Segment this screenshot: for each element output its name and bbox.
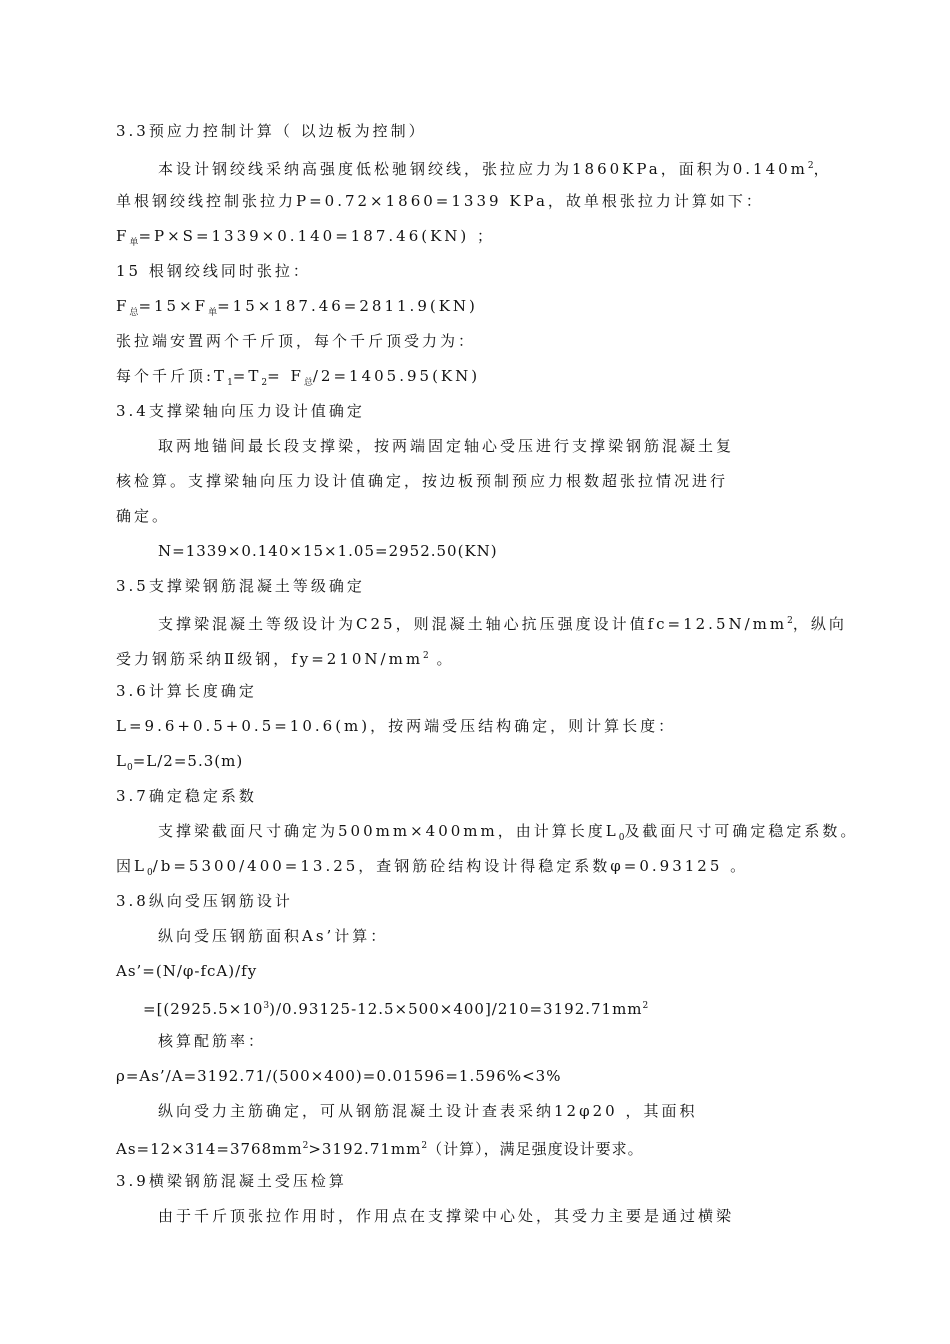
text-segment: >3192.71mm <box>308 1140 422 1158</box>
text-line <box>116 121 427 141</box>
text-segment: 由于千斤顶张拉作用时，作用点在支撑梁中心处，其受力主要是通过横梁 <box>158 1207 735 1225</box>
text-segment: 支撑梁混凝土等级设计为C25，则混凝土轴心抗压强度设计值fc=12.5N/mm <box>158 615 788 633</box>
text-line <box>116 576 365 596</box>
text-segment: 单根钢绞线控制张拉力P=0.72×1860=1339 KPa，故单根张拉力计算如下： <box>116 192 764 210</box>
text-segment: ，纵向 <box>792 615 847 633</box>
text-segment: 3.3预应力控制计算（ 以边板为控制） <box>116 122 427 140</box>
text-segment: N=1339×0.140×15×1.05=2952.50(KN) <box>158 542 498 560</box>
text-line <box>158 436 734 456</box>
subscript: 总 <box>129 308 139 318</box>
superscript: 2 <box>421 1141 428 1151</box>
text-segment: L=9.6+0.5+0.5=10.6(m)，按两端受压结构确定，则计算长度： <box>116 717 677 735</box>
text-line <box>116 296 478 323</box>
text-line <box>158 926 388 946</box>
text-segment: 3.6计算长度确定 <box>116 682 257 700</box>
text-segment: （计算），满足强度设计要求。 <box>427 1140 644 1158</box>
text-segment: 确定。 <box>116 507 171 525</box>
superscript: 2 <box>807 161 814 171</box>
superscript: 3 <box>263 1001 270 1011</box>
text-line <box>116 751 243 778</box>
text-line <box>143 996 648 1019</box>
text-line <box>116 786 257 806</box>
text-line <box>116 681 257 701</box>
text-segment: 3.4支撑梁轴向压力设计值确定 <box>116 402 365 420</box>
superscript: 2 <box>302 1141 309 1151</box>
text-line <box>116 226 495 253</box>
text-line <box>116 961 257 981</box>
text-segment: =P×S=1339×0.140=187.46(KN) ； <box>138 227 496 245</box>
text-segment: =T <box>232 367 262 385</box>
text-segment: 。 <box>428 650 455 668</box>
text-line <box>116 401 365 421</box>
text-segment: 支撑梁截面尺寸确定为500mm×400mm，由计算长度L <box>158 822 619 840</box>
subscript: 总 <box>303 378 313 388</box>
superscript: 2 <box>423 651 429 661</box>
text-segment: =[(2925.5×10 <box>143 1000 264 1018</box>
text-segment: L <box>116 752 127 770</box>
text-segment: 张拉端安置两个千斤顶，每个千斤顶受力为： <box>116 332 477 350</box>
text-segment: F <box>116 297 130 315</box>
text-line <box>158 1101 697 1121</box>
subscript: 单 <box>129 238 139 248</box>
text-segment: 每个千斤顶:T <box>116 367 228 385</box>
subscript: 0 <box>126 763 133 773</box>
text-segment: 核检算。支撑梁轴向压力设计值确定，按边板预制预应力根数超张拉情况进行 <box>116 472 729 490</box>
text-line <box>116 891 293 911</box>
text-segment: =L/2=5.3(m) <box>132 752 244 770</box>
text-segment: 3.9横梁钢筋混凝土受压检算 <box>116 1172 347 1190</box>
text-segment: =15×187.46=2811.9(KN) <box>217 297 478 315</box>
text-line <box>116 191 764 211</box>
text-segment: 核算配筋率： <box>158 1032 267 1050</box>
text-line <box>158 611 847 634</box>
text-line <box>116 506 170 526</box>
superscript: 2 <box>787 616 793 626</box>
text-segment: = F <box>267 367 304 385</box>
text-segment: ρ=As’/A=3192.71/(500×400)=0.01596=1.596%<3% <box>116 1067 562 1085</box>
text-line <box>116 1066 561 1086</box>
text-line <box>158 156 832 179</box>
superscript: 2 <box>642 1001 649 1011</box>
text-segment: ， <box>813 160 832 178</box>
subscript: 1 <box>227 378 233 388</box>
text-line <box>116 331 476 351</box>
text-segment: 15 根钢绞线同时张拉： <box>116 262 311 280</box>
text-line <box>158 821 858 848</box>
text-segment: 纵向受力主筋确定，可从钢筋混凝土设计查表采纳12φ20 ，其面积 <box>158 1102 698 1120</box>
text-segment: =15×F <box>138 297 209 315</box>
text-line <box>158 541 498 561</box>
text-segment: As=12×314=3768mm <box>116 1140 303 1158</box>
text-segment: 3.8纵向受压钢筋设计 <box>116 892 293 910</box>
text-line <box>116 261 311 281</box>
text-segment: )/0.93125-12.5×500×400]/210=3192.71mm <box>269 1000 643 1018</box>
subscript: 单 <box>208 308 218 318</box>
subscript: 2 <box>261 378 268 388</box>
text-line <box>158 1031 266 1051</box>
text-segment: 及截面尺寸可确定稳定系数。 <box>624 822 859 840</box>
text-line <box>116 1136 644 1159</box>
text-line <box>116 1171 347 1191</box>
text-segment: 纵向受压钢筋面积As’计算： <box>158 927 389 945</box>
text-line <box>116 646 455 669</box>
text-segment: /b=5300/400=13.25，查钢筋砼结构设计得稳定系数φ=0.93125 。 <box>152 857 749 875</box>
text-line <box>158 1206 734 1226</box>
text-line <box>116 471 728 491</box>
text-segment: 受力钢筋采纳Ⅱ级钢，fy=210N/mm <box>116 650 424 668</box>
text-line <box>116 716 676 736</box>
text-segment: /2=1405.95(KN) <box>312 367 481 385</box>
subscript: 0 <box>146 868 153 878</box>
text-segment: 因L <box>116 857 147 875</box>
text-line <box>116 856 748 883</box>
text-segment: 3.5支撑梁钢筋混凝土等级确定 <box>116 577 365 595</box>
text-segment: 本设计钢绞线采纳高强度低松驰钢绞线，张拉应力为1860KPa，面积为0.140m <box>158 160 808 178</box>
text-segment: As’=(N/φ-fcA)/fy <box>116 962 258 980</box>
text-segment: F <box>116 227 130 245</box>
subscript: 0 <box>618 833 625 843</box>
text-segment: 取两地锚间最长段支撑梁，按两端固定轴心受压进行支撑梁钢筋混凝土复 <box>158 437 735 455</box>
text-line <box>116 366 480 393</box>
text-segment: 3.7确定稳定系数 <box>116 787 257 805</box>
